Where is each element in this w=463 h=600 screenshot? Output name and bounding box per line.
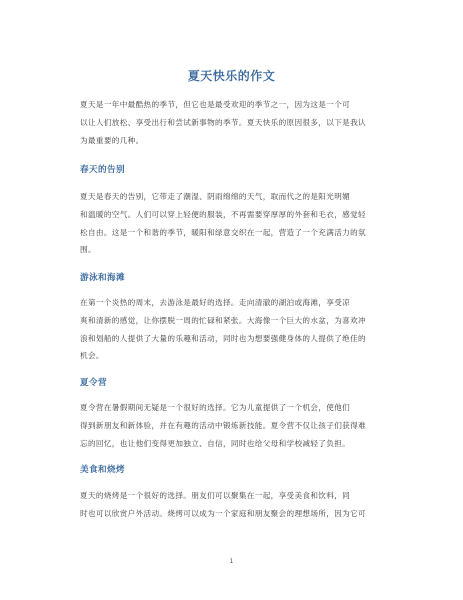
paragraph-line: 夏天是春天的告别，它带走了潮湿、阴雨绵绵的天气，取而代之的是阳光明媚 (80, 192, 351, 201)
section-paragraph-swimming-beach (80, 294, 394, 365)
paragraph-line: 得到新朋友和新体验，并在有趣的活动中锻炼新技能。夏令营不仅让孩子们获得难 (80, 420, 366, 430)
section-paragraph-food-bbq (80, 487, 394, 523)
document-title: 夏天快乐的作文 (187, 69, 276, 83)
paragraph-line: 夏天的烧烤是一个很好的选择。朋友们可以聚集在一起，享受美食和饮料，同 (80, 491, 351, 500)
page-number: 1 (229, 558, 234, 565)
paragraph-line: 忘的回忆，也让他们变得更加独立、自信，同时也给父母和学校减轻了负担。 (80, 438, 351, 448)
section-heading-spring-farewell: 春天的告别 (80, 165, 125, 175)
section-heading-food-bbq: 美食和烧烤 (80, 465, 125, 475)
paragraph-line: 在第一个炎热的周末，去游泳是最好的选择。走向清澈的湖泊或海滩，享受凉 (80, 298, 351, 307)
section-paragraph-spring-farewell (80, 188, 394, 259)
section-heading-summer-camp: 夏令营 (80, 378, 107, 388)
paragraph-line: 围。 (80, 245, 96, 255)
paragraph-line: 夏令营在暑假期间无疑是一个很好的选择。它为儿童提供了一个机会，使他们 (80, 403, 351, 412)
section-heading-swimming-beach: 游泳和海滩 (80, 273, 125, 283)
section-paragraph-summer-camp (80, 399, 394, 452)
paragraph-line: 为最重要的几种。 (80, 135, 144, 145)
paragraph-line: 和温暖的空气。人们可以穿上轻便的服装，不再需要穿厚厚的外套和毛衣，感觉轻 (80, 209, 366, 219)
paragraph-line: 爽和清新的感觉，让你摆脱一周的忙碌和紧张。大海像一个巨大的水盆，为喜欢冲 (80, 315, 366, 325)
paragraph-line: 松自由。这是一个和谐的季节，暖阳和绿意交织在一起，营造了一个充满活力的氛 (80, 227, 366, 237)
intro-paragraph (80, 96, 394, 149)
paragraph-line: 机会。 (80, 351, 104, 361)
paragraph-line: 夏天是一年中最酷热的季节，但它也是最受欢迎的季节之一，因为这是一个可 (80, 100, 351, 109)
paragraph-line: 时也可以欣赏户外活动。烧烤可以成为一个家庭和朋友聚会的理想场所，因为它可 (80, 508, 366, 518)
paragraph-line: 浪和划船的人提供了大量的乐趣和活动，同时也为想要强健身体的人提供了绝佳的 (80, 333, 366, 343)
paragraph-line: 以让人们放松、享受出行和尝试新事物的季节。夏天快乐的原因很多，以下是我认 (80, 117, 366, 127)
